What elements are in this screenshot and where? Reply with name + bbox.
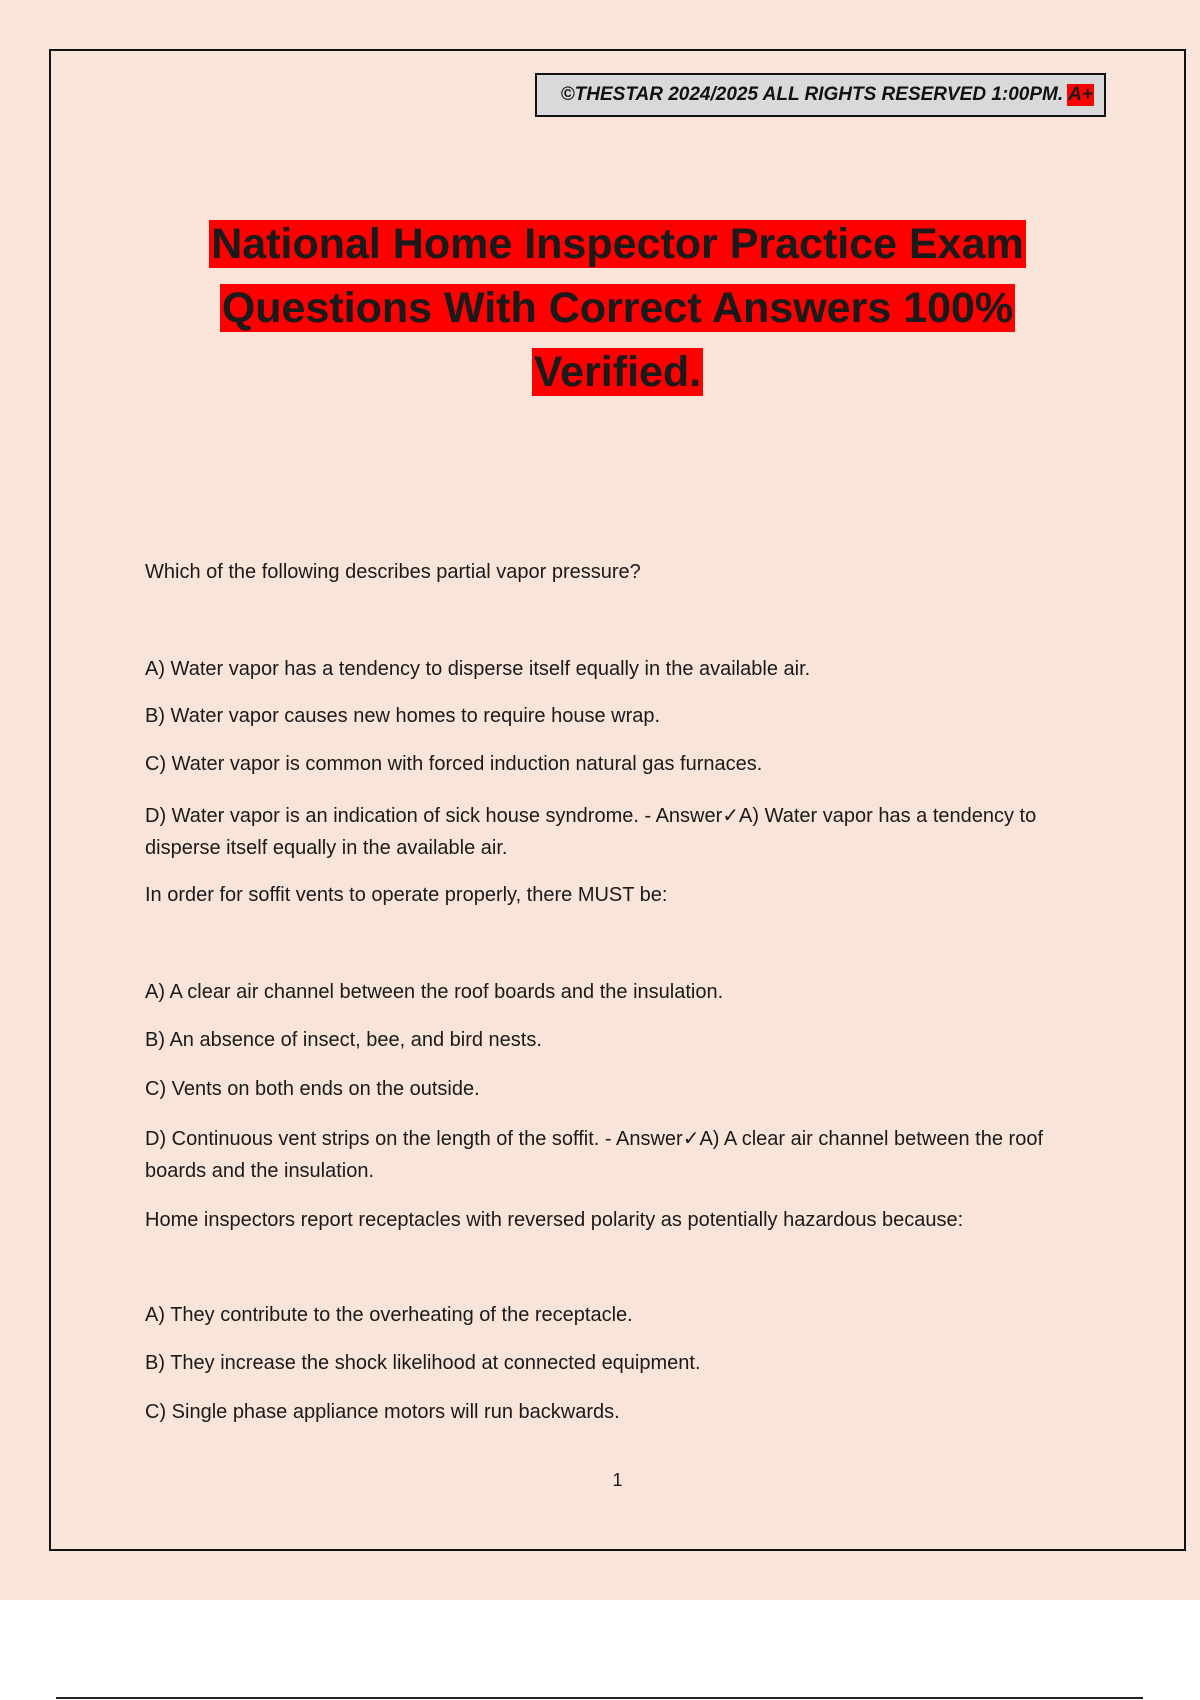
answer-option: B) They increase the shock likelihood at connected equipment. — [145, 1352, 701, 1374]
answer-option: C) Vents on both ends on the outside. — [145, 1078, 480, 1100]
title-line-2: Questions With Correct Answers 100% — [221, 284, 1014, 332]
copyright-header — [535, 73, 1106, 117]
question-text: Home inspectors report receptacles with reversed polarity as potentially hazardous because: — [145, 1209, 964, 1231]
answer-option-with-key: D) Continuous vent strips on the length of the soffit. - Answer✓A) A clear air channel between the roof boards and the insulation. — [145, 1128, 1043, 1182]
answer-option-with-key: D) Water vapor is an indication of sick house syndrome. - Answer✓A) Water vapor has a tendency to disperse itself equally in the available air. — [145, 805, 1037, 859]
answer-option: C) Water vapor is common with forced induction natural gas furnaces. — [145, 753, 763, 775]
answer-option: A) They contribute to the overheating of the receptacle. — [145, 1304, 633, 1326]
answer-option: A) A clear air channel between the roof boards and the insulation. — [145, 981, 724, 1003]
copyright-text: ©THESTAR 2024/2025 ALL RIGHTS RESERVED 1:00PM. — [560, 84, 1064, 105]
footer-divider — [56, 1697, 1143, 1699]
title-line-1: National Home Inspector Practice Exam — [211, 220, 1024, 268]
title-line-3: Verified. — [533, 348, 702, 396]
answer-option: C) Single phase appliance motors will run backwards. — [145, 1401, 620, 1423]
grade-mark: A+ — [1068, 84, 1093, 105]
answer-option: B) An absence of insect, bee, and bird nests. — [145, 1029, 542, 1051]
answer-option: A) Water vapor has a tendency to disperse itself equally in the available air. — [145, 658, 811, 680]
answer-option: B) Water vapor causes new homes to require house wrap. — [145, 705, 661, 727]
page-number: 1 — [612, 1470, 623, 1490]
question-text: In order for soffit vents to operate properly, there MUST be: — [145, 884, 668, 906]
question-text: Which of the following describes partial vapor pressure? — [145, 561, 641, 583]
document-title — [200, 212, 1035, 404]
